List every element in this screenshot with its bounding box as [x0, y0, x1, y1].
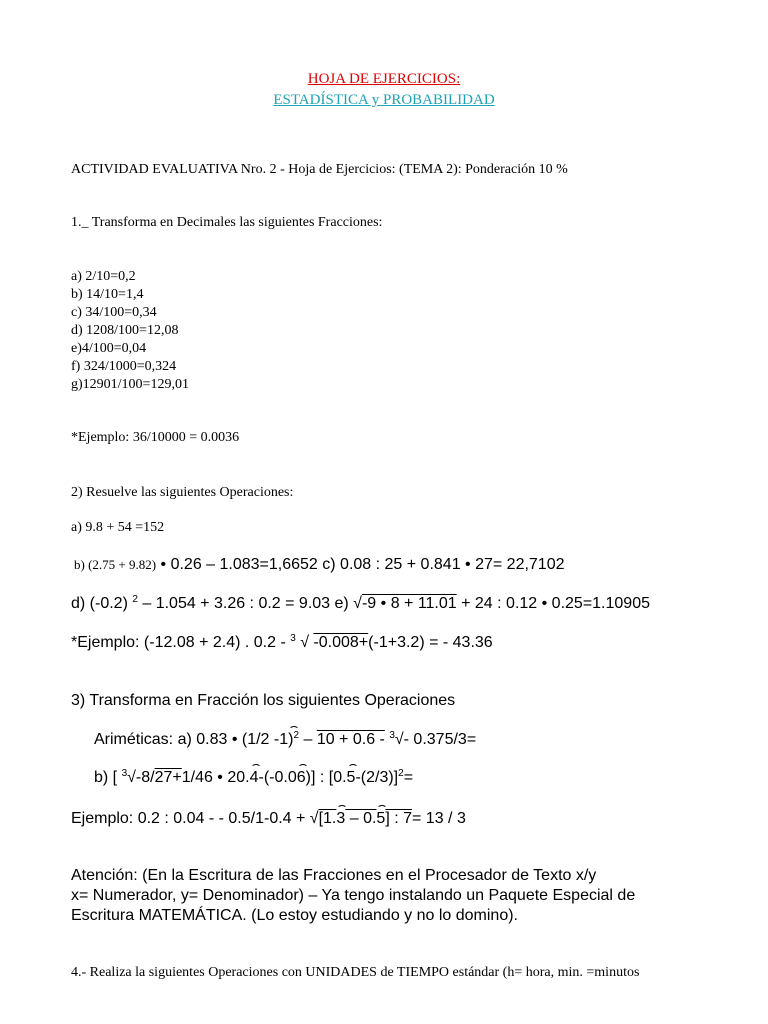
root-index: 3 — [290, 633, 296, 644]
section3-line-b — [94, 769, 413, 787]
expression-text: 1/46 • 20. — [181, 769, 250, 786]
radicand: -0.008+ — [313, 634, 369, 651]
root-index: 3 — [389, 730, 395, 741]
fraction-item: g)12901/100=129,01 — [71, 377, 189, 392]
exponent: 2 — [293, 730, 300, 741]
expression-text: Ariméticas: a) 0.83 • (1/2 -1 — [94, 731, 289, 748]
repeating-digit: 3 — [336, 810, 346, 827]
overlined-term: 10 + 0.6 - — [316, 731, 385, 748]
repeating-digit: 6 — [296, 769, 306, 786]
operation-d-text: – 1.054 + 3.26 : 0.2 = 9.03 e) √ — [137, 595, 362, 612]
fraction-item: b) 14/10=1,4 — [71, 287, 144, 302]
example-text: Ejemplo: 0.2 : 0.04 - - 0.5/1-0.4 + √ — [71, 810, 319, 827]
section4-heading: 4.- Realiza la siguientes Operaciones con UNIDADES de TIEMPO estándar (h= hora, min. =minutos — [71, 965, 640, 980]
radicand-part: – 0. — [345, 810, 377, 827]
root-symbol: √ — [295, 634, 314, 651]
example-text: *Ejemplo: (-12.08 + 2.4) . 0.2 - — [71, 634, 291, 651]
repeating-digit: 5 — [346, 769, 356, 786]
fraction-item: d) 1208/100=12,08 — [71, 323, 179, 338]
exponent: 2 — [398, 768, 404, 779]
exponent: 2 — [132, 594, 138, 605]
overlined-term: 27+ — [154, 769, 182, 786]
radicand-part: ] : 7 — [385, 810, 413, 827]
section2-heading: 2) Resuelve las siguientes Operaciones: — [71, 485, 294, 500]
section2-example — [71, 634, 493, 652]
expression-text: √- 0.375/3= — [394, 731, 477, 748]
expression-text: -(2/3)] — [355, 769, 399, 786]
operation-d-text: d) (-0.2) — [71, 595, 133, 612]
expression-text: = — [403, 769, 414, 786]
section3-example — [71, 810, 466, 828]
section3-line-a — [94, 731, 476, 749]
fraction-item: e)4/100=0,04 — [71, 341, 147, 356]
operation-d-e — [71, 595, 650, 613]
operation-b-rest: • 0.26 – 1.083=1,6652 c) 0.08 : 25 + 0.841 • 27= 22,7102 — [156, 556, 565, 573]
fraction-item: f) 324/1000=0,324 — [71, 359, 177, 374]
expression-text: -(-0.0 — [258, 769, 297, 786]
repeating-digit: ) — [288, 731, 294, 748]
example-text: (-1+3.2) = - 43.36 — [368, 634, 493, 651]
operation-b-c — [74, 556, 565, 574]
note-line-1: Atención: (En la Escritura de las Fracciones en el Procesador de Texto x/y — [71, 867, 597, 884]
expression-text: b) [ — [94, 769, 122, 786]
root-index: 3 — [121, 768, 128, 779]
repeating-digit: 5 — [376, 810, 386, 827]
radicand: -9 • 8 + 11.01 — [361, 595, 457, 612]
fraction-item: c) 34/100=0,34 — [71, 305, 157, 320]
activity-line: ACTIVIDAD EVALUATIVA Nro. 2 - Hoja de Ejercicios: (TEMA 2): Ponderación 10 % — [71, 162, 568, 177]
sheet-title: HOJA DE EJERCICIOS: — [307, 71, 461, 87]
radicand-part: [1. — [318, 810, 337, 827]
operation-a: a) 9.8 + 54 =152 — [71, 520, 165, 535]
note-line-2: x= Numerador, y= Denominador) – Ya tengo instalando un Paquete Especial de — [71, 887, 636, 904]
section1-example: *Ejemplo: 36/10000 = 0.0036 — [71, 430, 240, 445]
expression-text: √-8/ — [127, 769, 155, 786]
sheet-subtitle: ESTADÍSTICA y PROBABILIDAD — [273, 92, 495, 108]
repeating-digit: 4 — [249, 769, 259, 786]
fraction-item: a) 2/10=0,2 — [71, 269, 136, 284]
operation-b-prefix: b) (2.75 + 9.82) — [74, 557, 157, 572]
example-text: = 13 / 3 — [412, 810, 466, 827]
radicand — [319, 810, 412, 827]
operation-e-text: + 24 : 0.12 • 0.25=1.10905 — [456, 595, 650, 612]
note-line-3: Escritura MATEMÁTICA. (Lo estoy estudiando y no lo domino). — [71, 907, 518, 924]
expression-text: – — [299, 731, 317, 748]
section3-heading: 3) Transforma en Fracción los siguientes Operaciones — [71, 692, 456, 709]
section1-heading: 1._ Transforma en Decimales las siguientes Fracciones: — [71, 215, 383, 230]
expression-text: )] : [0. — [305, 769, 347, 786]
